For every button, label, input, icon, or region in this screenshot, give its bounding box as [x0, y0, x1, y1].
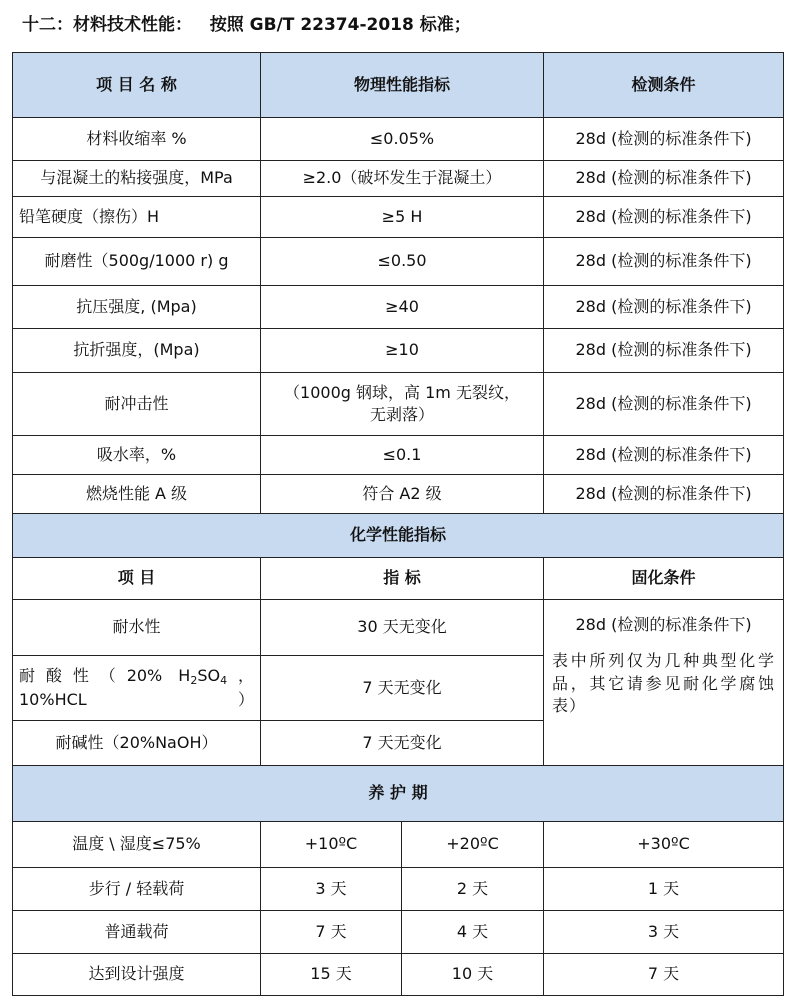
row-col-a: 3 天: [261, 868, 402, 911]
table-row: [13, 197, 784, 238]
row-value: ≤0.50: [261, 238, 544, 286]
row-condition: 28d (检测的标准条件下): [544, 118, 784, 161]
row-name: 抗压强度, (Mpa): [13, 286, 261, 329]
row-value: ≥10: [261, 329, 544, 373]
table-row: [13, 475, 784, 514]
table-row: [13, 600, 784, 656]
row-label: 步行 / 轻载荷: [13, 868, 261, 911]
heading-standard: 按照 GB/T 22374-2018 标准；: [209, 15, 471, 35]
table-row: [13, 118, 784, 161]
row-col-c: 7 天: [544, 954, 784, 996]
header-item: 项 目: [13, 558, 261, 600]
row-col-b: 4 天: [402, 911, 544, 954]
chemical-section-title: 化学性能指标: [13, 514, 784, 558]
row-value: （1000g 钢球，高 1m 无裂纹，无剥落）: [261, 373, 544, 436]
row-col-c: 3 天: [544, 911, 784, 954]
header-cure-condition: 固化条件: [544, 558, 784, 600]
row-name: 耐水性: [13, 600, 261, 656]
row-name: 抗折强度，(Mpa): [13, 329, 261, 373]
row-condition: 28d (检测的标准条件下): [544, 373, 784, 436]
table-row: [13, 373, 784, 436]
row-value: 符合 A2 级: [261, 475, 544, 514]
row-value: 30 天无变化: [261, 600, 544, 656]
chemical-header-row: [13, 558, 784, 600]
table-row: [13, 911, 784, 954]
row-value: ≤0.05%: [261, 118, 544, 161]
header-item-name: 项 目 名 称: [13, 53, 261, 118]
table-row: [13, 822, 784, 868]
row-name: 耐碱性（20%NaOH）: [13, 721, 261, 766]
row-label: 达到设计强度: [13, 954, 261, 996]
row-col-b: 2 天: [402, 868, 544, 911]
row-condition: 28d (检测的标准条件下): [544, 238, 784, 286]
row-condition: 28d (检测的标准条件下): [544, 286, 784, 329]
row-condition: 28d (检测的标准条件下): [544, 436, 784, 475]
header-physical-index: 物理性能指标: [261, 53, 544, 118]
spec-table: [12, 52, 784, 996]
curing-section-row: [13, 766, 784, 822]
table-row: [13, 161, 784, 197]
row-condition: 28d (检测的标准条件下): [544, 161, 784, 197]
row-col-c: +30ºC: [544, 822, 784, 868]
row-label: 温度 \ 湿度≤75%: [13, 822, 261, 868]
header-test-condition: 检测条件: [544, 53, 784, 118]
row-col-a: 7 天: [261, 911, 402, 954]
row-col-a: +10ºC: [261, 822, 402, 868]
row-label: 普通载荷: [13, 911, 261, 954]
curing-section-title: 养 护 期: [13, 766, 784, 822]
row-name: 耐冲击性: [13, 373, 261, 436]
row-col-b: +20ºC: [402, 822, 544, 868]
row-value: ≥40: [261, 286, 544, 329]
row-name: 吸水率，%: [13, 436, 261, 475]
row-name: 燃烧性能 A 级: [13, 475, 261, 514]
row-value: ≥5 H: [261, 197, 544, 238]
table-row: [13, 329, 784, 373]
physical-header-row: [13, 53, 784, 118]
row-col-c: 1 天: [544, 868, 784, 911]
row-condition: 28d (检测的标准条件下): [544, 329, 784, 373]
row-col-a: 15 天: [261, 954, 402, 996]
table-row: [13, 238, 784, 286]
table-row: [13, 868, 784, 911]
row-condition: 28d (检测的标准条件下): [544, 475, 784, 514]
cure-condition-cell: [544, 600, 784, 766]
row-name: 与混凝土的粘接强度，MPa: [13, 161, 261, 197]
table-row: [13, 954, 784, 996]
row-name: 耐磨性（500g/1000 r) g: [13, 238, 261, 286]
row-value: ≥2.0（破坏发生于混凝土）: [261, 161, 544, 197]
heading-prefix: 十二：材料技术性能：: [22, 15, 192, 35]
row-condition: 28d (检测的标准条件下): [544, 197, 784, 238]
row-name: 铅笔硬度（擦伤）H: [13, 197, 261, 238]
header-index: 指 标: [261, 558, 544, 600]
cure-condition: 28d (检测的标准条件下): [575, 615, 752, 634]
chemical-section-row: [13, 514, 784, 558]
table-row: [13, 436, 784, 475]
cure-note: 表中所列仅为几种典型化学品，其它请参见耐化学腐蚀表）: [552, 651, 776, 716]
row-value: 7 天无变化: [261, 656, 544, 721]
section-heading: [22, 10, 471, 35]
row-value: 7 天无变化: [261, 721, 544, 766]
row-name: 耐酸性（20% $H_2SO_4$，10%HCL）: [13, 656, 261, 721]
row-value: ≤0.1: [261, 436, 544, 475]
row-name: 材料收缩率 %: [13, 118, 261, 161]
row-col-b: 10 天: [402, 954, 544, 996]
table-row: [13, 286, 784, 329]
